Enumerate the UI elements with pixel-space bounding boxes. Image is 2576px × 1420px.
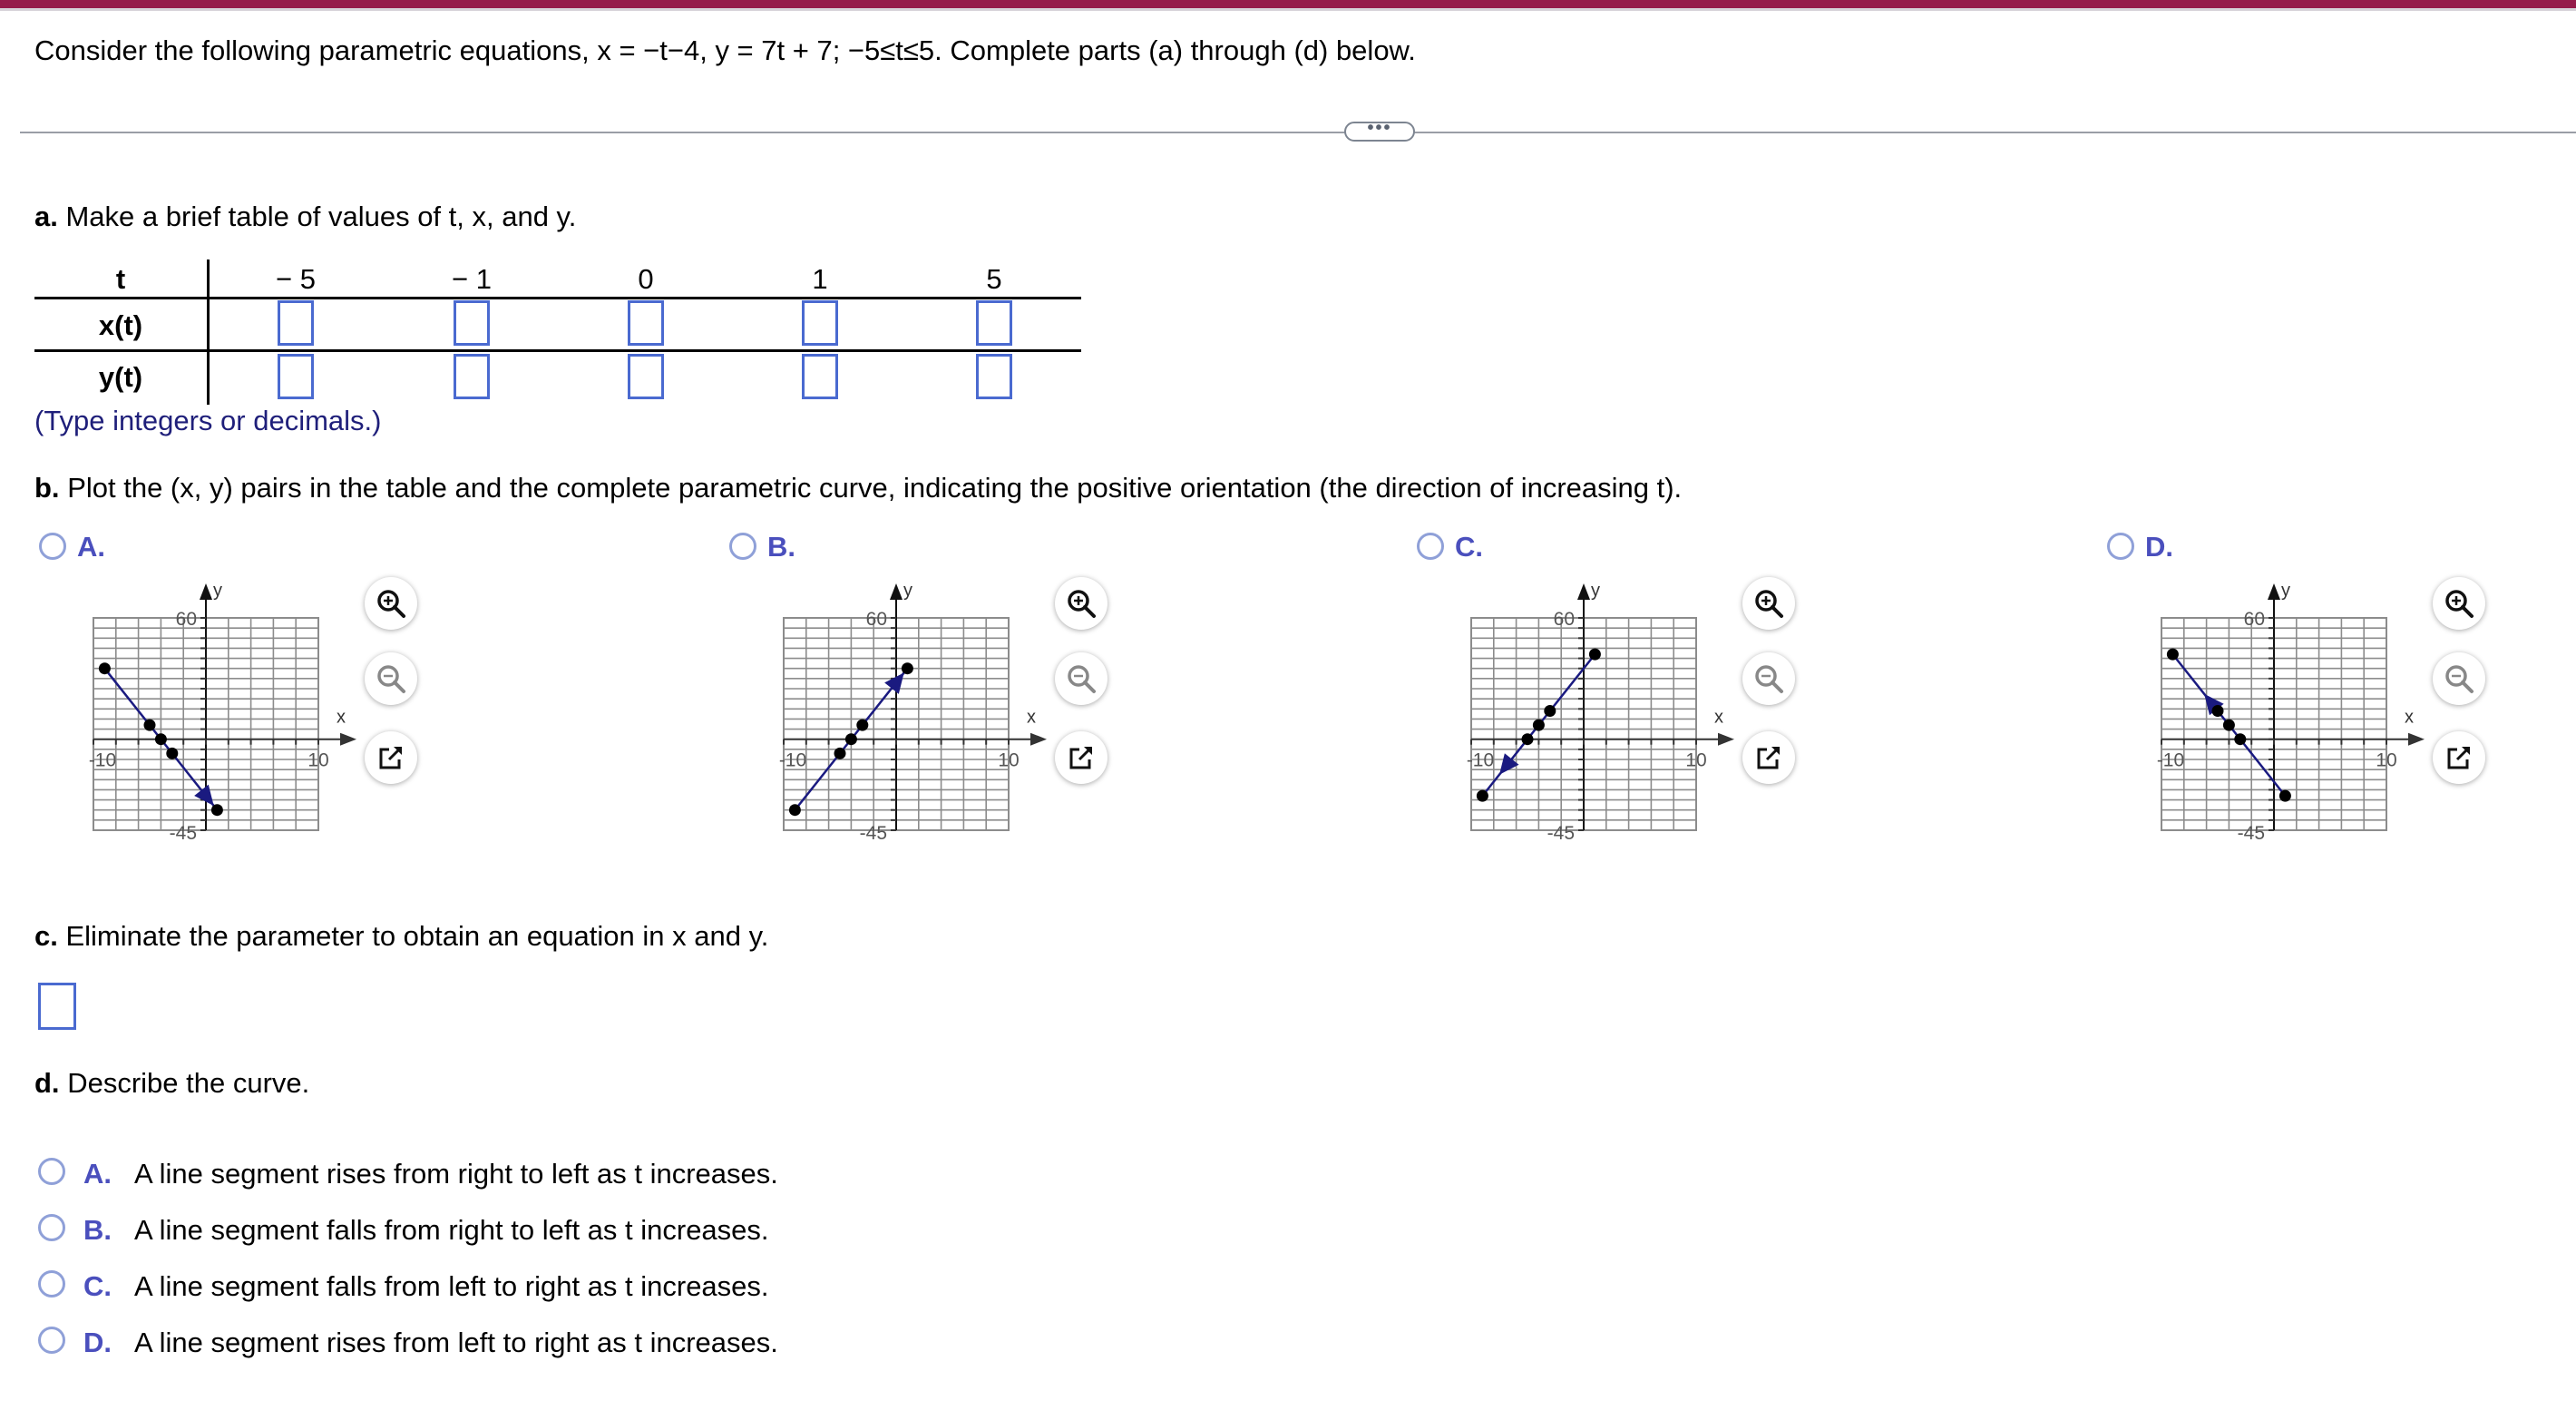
y-input-t-5[interactable]	[976, 354, 1012, 399]
zoom-in-icon	[1066, 588, 1097, 619]
external-link-icon	[377, 744, 405, 771]
row-header-y: y(t)	[98, 361, 143, 393]
svg-text:-10: -10	[88, 749, 117, 771]
external-link-icon	[2445, 744, 2473, 771]
svg-text:-45: -45	[169, 823, 197, 844]
table-rule-2	[34, 349, 1081, 352]
zoom-in-button[interactable]	[365, 577, 417, 630]
part-c-prompt: Eliminate the parameter to obtain an equation in x and y.	[65, 920, 769, 952]
x-input-t-1[interactable]	[802, 300, 838, 346]
svg-text:x: x	[1027, 707, 1036, 728]
zoom-in-button[interactable]	[1742, 577, 1795, 630]
x-input-t-5[interactable]	[976, 300, 1012, 346]
open-external-button[interactable]	[2433, 731, 2485, 784]
graph-a	[57, 581, 356, 853]
graph-c	[1435, 581, 1734, 853]
option-letter: D.	[2145, 531, 2173, 563]
input-hint: (Type integers or decimals.)	[34, 405, 382, 436]
svg-text:60: 60	[1553, 609, 1575, 630]
radio-button[interactable]	[38, 1214, 65, 1241]
zoom-in-button[interactable]	[1055, 577, 1107, 630]
radio-button[interactable]	[729, 533, 756, 560]
svg-text:y: y	[2281, 581, 2290, 601]
svg-text:-10: -10	[2156, 749, 2185, 771]
open-external-button[interactable]	[365, 731, 417, 784]
open-external-button[interactable]	[1055, 731, 1107, 784]
zoom-in-button[interactable]	[2433, 577, 2485, 630]
part-b-label: b.	[34, 472, 60, 504]
part-b-heading	[34, 474, 1682, 502]
section-divider	[20, 132, 2576, 133]
part-a-heading	[34, 202, 576, 230]
zoom-out-button[interactable]	[1742, 652, 1795, 705]
t-value: − 5	[276, 263, 316, 295]
zoom-in-icon	[1753, 588, 1784, 619]
svg-text:60: 60	[865, 609, 887, 630]
radio-button[interactable]	[38, 1270, 65, 1298]
option-letter: C.	[83, 1270, 112, 1302]
zoom-in-icon	[2444, 588, 2474, 619]
svg-text:10: 10	[1685, 749, 1707, 771]
table-rule-1	[34, 297, 1081, 299]
svg-text:x: x	[1714, 707, 1723, 728]
part-c-heading	[34, 922, 768, 950]
svg-text:-10: -10	[778, 749, 807, 771]
svg-text:-45: -45	[1547, 823, 1575, 844]
ellipsis-icon: •••	[1367, 118, 1392, 138]
part-c-label: c.	[34, 920, 58, 952]
row-header-t: t	[115, 263, 126, 295]
y-input-t-neg5[interactable]	[278, 354, 314, 399]
t-value: 0	[638, 263, 654, 295]
question-text: Consider the following parametric equations, x = −t−4, y = 7t + 7; −5≤t≤5. Complete parts (a) through (d) below.	[34, 34, 1416, 66]
svg-text:y: y	[213, 581, 222, 601]
svg-text:y: y	[903, 581, 912, 601]
top-bar-shadow	[0, 8, 2576, 11]
part-d-heading	[34, 1069, 309, 1097]
radio-button[interactable]	[38, 1158, 65, 1185]
part-a-label: a.	[34, 201, 58, 232]
svg-text:60: 60	[175, 609, 197, 630]
external-link-icon	[1755, 744, 1782, 771]
x-input-t-0[interactable]	[628, 300, 664, 346]
option-letter: A.	[83, 1158, 112, 1190]
svg-text:60: 60	[2243, 609, 2265, 630]
values-table	[34, 260, 1081, 405]
radio-button[interactable]	[39, 533, 66, 560]
svg-text:-10: -10	[1466, 749, 1495, 771]
option-letter: B.	[767, 531, 795, 563]
svg-text:x: x	[2405, 707, 2414, 728]
radio-button[interactable]	[2107, 533, 2134, 560]
zoom-in-icon	[376, 588, 406, 619]
option-letter: A.	[77, 531, 105, 563]
svg-text:10: 10	[998, 749, 1020, 771]
zoom-out-icon	[2444, 663, 2474, 694]
x-input-t-neg1[interactable]	[454, 300, 490, 346]
t-value: 5	[986, 263, 1002, 295]
zoom-out-button[interactable]	[2433, 652, 2485, 705]
y-input-t-neg1[interactable]	[454, 354, 490, 399]
part-d-label: d.	[34, 1067, 60, 1099]
radio-button[interactable]	[38, 1327, 65, 1354]
option-letter: B.	[83, 1214, 112, 1246]
external-link-icon	[1068, 744, 1095, 771]
expand-button[interactable]	[1344, 118, 1415, 142]
open-external-button[interactable]	[1742, 731, 1795, 784]
svg-text:y: y	[1591, 581, 1600, 601]
option-letter: C.	[1455, 531, 1483, 563]
top-accent-bar	[0, 0, 2576, 8]
part-b-prompt: Plot the (x, y) pairs in the table and the complete parametric curve, indicating the positive orientation (the direction of increasing t).	[67, 472, 1683, 504]
option-text: A line segment rises from right to left as t increases.	[134, 1158, 778, 1190]
equation-input[interactable]	[38, 983, 76, 1030]
svg-text:x: x	[337, 707, 346, 728]
graph-b	[747, 581, 1047, 853]
part-d-prompt: Describe the curve.	[67, 1067, 310, 1099]
svg-text:-45: -45	[2237, 823, 2265, 844]
svg-text:10: 10	[307, 749, 329, 771]
zoom-out-icon	[376, 663, 406, 694]
y-input-t-0[interactable]	[628, 354, 664, 399]
zoom-out-icon	[1066, 663, 1097, 694]
zoom-out-icon	[1753, 663, 1784, 694]
row-header-x: x(t)	[98, 309, 143, 341]
radio-button[interactable]	[1417, 533, 1444, 560]
part-a-prompt: Make a brief table of values of t, x, and y.	[65, 201, 577, 232]
t-value: 1	[812, 263, 828, 295]
svg-text:10: 10	[2376, 749, 2397, 771]
zoom-out-button[interactable]	[365, 652, 417, 705]
option-text: A line segment falls from right to left as t increases.	[134, 1214, 769, 1246]
y-input-t-1[interactable]	[802, 354, 838, 399]
graph-d	[2125, 581, 2425, 853]
svg-text:-45: -45	[859, 823, 887, 844]
option-text: A line segment rises from left to right as t increases.	[134, 1327, 778, 1358]
x-input-t-neg5[interactable]	[278, 300, 314, 346]
option-text: A line segment falls from left to right as t increases.	[134, 1270, 769, 1302]
option-letter: D.	[83, 1327, 112, 1358]
t-value: − 1	[452, 263, 492, 295]
zoom-out-button[interactable]	[1055, 652, 1107, 705]
table-vertical-rule	[207, 260, 210, 405]
